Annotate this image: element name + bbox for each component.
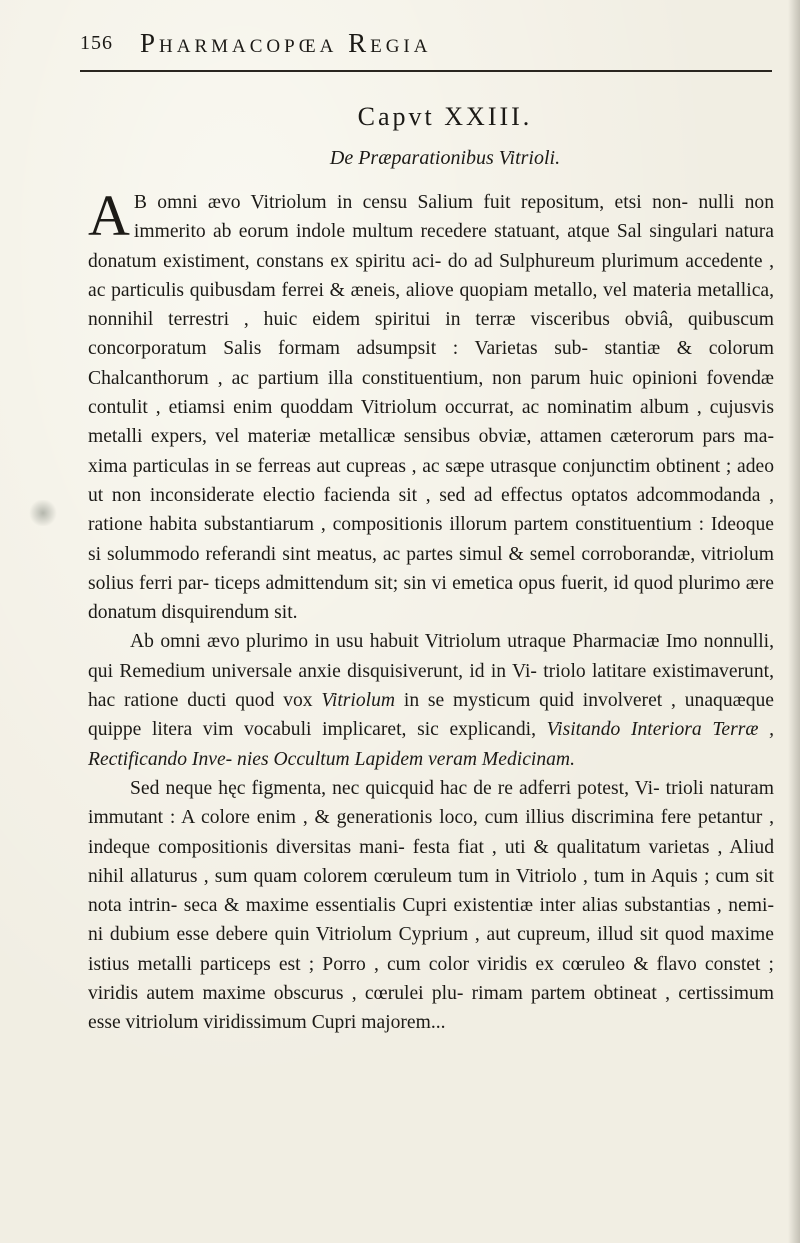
paragraph-2-italic-1: Vitriolum (321, 690, 396, 712)
paragraph-2-text-a: Ab omni ævo plurimo in usu habuit Vitriolum utraque Pharmaciæ Imo nonnulli, qui Remedium universale anxie disquisiverunt, id in Vi- triolo latitare existimaverunt, hac ratione ducti quod vox (88, 631, 774, 712)
drop-cap: A (88, 183, 130, 248)
body-text (88, 183, 774, 1038)
paragraph-2 (88, 627, 774, 773)
paragraph-2-text-b: in se mysticum quid involveret , unaquæque quippe litera vim vocabuli implicaret, sic explicandi, (88, 690, 774, 741)
chapter-title: Capvt XXIII. (357, 102, 533, 131)
running-head (80, 28, 740, 68)
page-edge-shadow (788, 0, 800, 1243)
chapter-subtitle: De Præparationibus Vitrioli. (329, 147, 561, 169)
running-title: Pharmacopœa Regia (140, 28, 432, 58)
paragraph-1 (88, 183, 774, 627)
paragraph-2-italic-2: Visitando Interiora Terræ , Rectificando Inve- nies Occultum Lapidem veram Medicinam. (88, 719, 774, 770)
paragraph-3-text: Sed neque hęc figmenta, nec quicquid hac de re adferri potest, Vi- trioli naturam immutant : A colore enim , & generationis loco, cum illius discrimina fere petantur , indeque compositionis diversitas mani- festa fiat , uti & qualitatum varietas , Aliud nihil allaturus , sum quam colorem cœruleum tum in Vitriolo , tum in Aquis ; cum sit nota intrin- seca & maxime essentialis Cupri existentiæ inter alias substantias , nemi- ni dubium esse debere quin Vitriolum Cyprium , aut cupreum, illud sit quod maxime istius metalli particeps est ; Porro , cum color viridis ex cœruleo & flavo constet ; viridis autem maxime obscurus , cœrulei plu- rimam partem obtineat , certissimum esse vitriolum viridissimum Cupri majorem... (88, 777, 774, 1034)
ink-stain (28, 500, 58, 526)
header-rule (80, 70, 772, 72)
paragraph-3 (88, 774, 774, 1038)
paragraph-1-text: B omni ævo Vitriolum in censu Salium fuit repositum, etsi non- nulli non immerito ab eorum indole multum recedere statuant, atque Sal singulari natura donatum existiment, constans ex spiritu aci- do ad Sulphureum plurimum accedente , ac particulis quibusdam ferrei & æneis, aliove quopiam metallo, vel materia metallica, nonnihil terrestri , huic eidem spiritui in terræ visceribus obviâ, quibuscum concorporatum Salis formam adsumpsit : Varietas sub- stantiæ & colorum Chalcanthorum , ac partium illa constituentium, non parum huic opinioni fovendæ contulit , etiamsi enim quoddam Vitriolum occurrat, ac nominatim album , cujusvis metalli expers, vel materiæ metallicæ sensibus obviæ, attamen cæterorum pars ma- xima particulas in se ferreas aut cupreas , ac sæpe utrasque conjunctim obtinent ; adeo ut non inconsiderate electio facienda sit , sed ad effectus optatos adcommodanda , ratione habita substantiarum , compositionis illorum partem constituentium : Ideoque si solummodo referandi sint meatus, ac partes simul & semel corroborandæ, vitriolum solius ferri par- ticeps admittendum sit; sin vi emetica opus fuerit, id quod plurimo ære donatum disquirendum sit. (88, 192, 774, 624)
page-number: 156 (80, 32, 113, 54)
